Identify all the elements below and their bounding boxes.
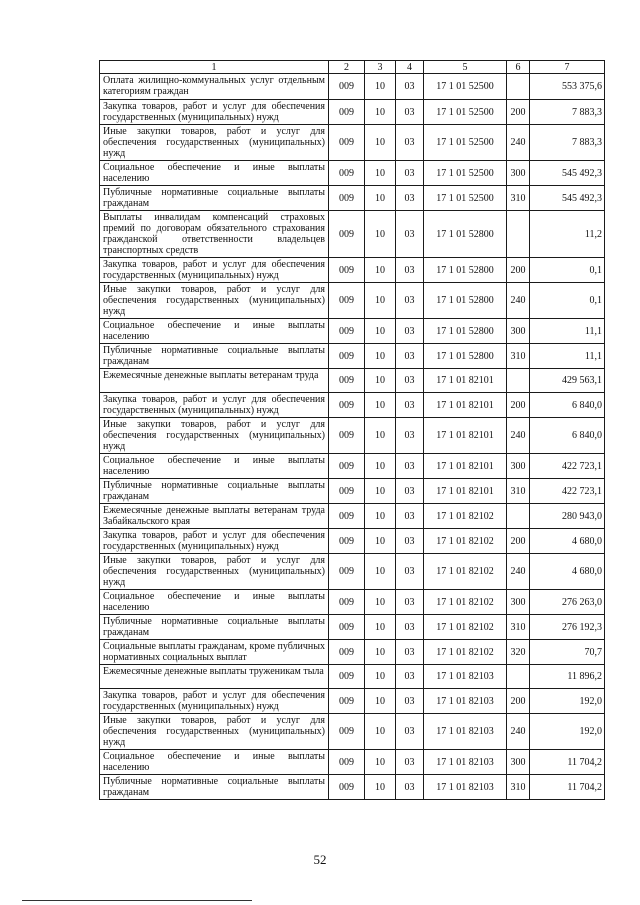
row-amount-cell: 4 680,0 xyxy=(530,529,605,554)
column-header-4: 4 xyxy=(396,61,424,74)
row-name-cell: Ежемесячные денежные выплаты труженикам тыла xyxy=(100,665,329,689)
table-row xyxy=(100,74,605,100)
row-col-6-cell: 300 xyxy=(507,319,530,344)
row-amount-cell: 192,0 xyxy=(530,714,605,750)
row-col-6-cell: 240 xyxy=(507,125,530,161)
row-amount-cell: 11,1 xyxy=(530,319,605,344)
table-row xyxy=(100,418,605,454)
row-col-5-cell: 17 1 01 82101 xyxy=(424,479,507,504)
row-amount-cell: 70,7 xyxy=(530,640,605,665)
row-name-cell: Социальное обеспечение и иные выплаты населению xyxy=(100,319,329,344)
row-amount-cell: 276 263,0 xyxy=(530,590,605,615)
row-col-2-cell: 009 xyxy=(329,186,365,211)
row-col-2-cell: 009 xyxy=(329,125,365,161)
row-name-cell: Социальное обеспечение и иные выплаты населению xyxy=(100,750,329,775)
row-name-cell: Публичные нормативные социальные выплаты гражданам xyxy=(100,344,329,369)
row-name-cell: Закупка товаров, работ и услуг для обеспечения государственных (муниципальных) нужд xyxy=(100,258,329,283)
row-col-2-cell: 009 xyxy=(329,211,365,258)
row-col-3-cell: 10 xyxy=(365,319,396,344)
row-col-3-cell: 10 xyxy=(365,418,396,454)
row-col-4-cell: 03 xyxy=(396,454,424,479)
row-col-6-cell xyxy=(507,504,530,529)
row-amount-cell: 4 680,0 xyxy=(530,554,605,590)
row-col-4-cell: 03 xyxy=(396,775,424,800)
table-row xyxy=(100,479,605,504)
row-col-3-cell: 10 xyxy=(365,615,396,640)
page-number: 52 xyxy=(313,852,327,867)
row-col-2-cell: 009 xyxy=(329,369,365,393)
row-col-3-cell: 10 xyxy=(365,750,396,775)
row-amount-cell: 422 723,1 xyxy=(530,454,605,479)
row-col-3-cell: 10 xyxy=(365,100,396,125)
row-col-2-cell: 009 xyxy=(329,319,365,344)
row-col-4-cell: 03 xyxy=(396,554,424,590)
row-col-5-cell: 17 1 01 52800 xyxy=(424,344,507,369)
row-name-cell: Ежемесячные денежные выплаты ветеранам труда xyxy=(100,369,329,393)
row-col-6-cell: 310 xyxy=(507,615,530,640)
table-row xyxy=(100,590,605,615)
row-col-4-cell: 03 xyxy=(396,258,424,283)
row-col-2-cell: 009 xyxy=(329,74,365,100)
row-col-4-cell: 03 xyxy=(396,750,424,775)
row-col-5-cell: 17 1 01 82102 xyxy=(424,640,507,665)
table-row xyxy=(100,775,605,800)
row-col-3-cell: 10 xyxy=(365,186,396,211)
table-row xyxy=(100,186,605,211)
row-col-2-cell: 009 xyxy=(329,258,365,283)
row-col-5-cell: 17 1 01 82102 xyxy=(424,590,507,615)
row-col-3-cell: 10 xyxy=(365,125,396,161)
row-col-2-cell: 009 xyxy=(329,554,365,590)
row-col-3-cell: 10 xyxy=(365,161,396,186)
row-col-2-cell: 009 xyxy=(329,393,365,418)
row-col-2-cell: 009 xyxy=(329,283,365,319)
row-col-5-cell: 17 1 01 82103 xyxy=(424,775,507,800)
row-col-3-cell: 10 xyxy=(365,283,396,319)
row-col-2-cell: 009 xyxy=(329,161,365,186)
row-amount-cell: 429 563,1 xyxy=(530,369,605,393)
row-name-cell: Публичные нормативные социальные выплаты гражданам xyxy=(100,479,329,504)
row-col-3-cell: 10 xyxy=(365,454,396,479)
row-col-2-cell: 009 xyxy=(329,344,365,369)
row-col-6-cell: 200 xyxy=(507,393,530,418)
row-col-2-cell: 009 xyxy=(329,714,365,750)
row-name-cell: Иные закупки товаров, работ и услуг для обеспечения государственных (муниципальных) нужд xyxy=(100,283,329,319)
table-row xyxy=(100,750,605,775)
row-col-5-cell: 17 1 01 52800 xyxy=(424,258,507,283)
row-col-4-cell: 03 xyxy=(396,100,424,125)
row-col-6-cell xyxy=(507,211,530,258)
row-col-6-cell: 200 xyxy=(507,689,530,714)
row-col-6-cell: 200 xyxy=(507,258,530,283)
row-col-2-cell: 009 xyxy=(329,615,365,640)
row-col-6-cell: 240 xyxy=(507,418,530,454)
table-body xyxy=(100,74,605,800)
row-col-4-cell: 03 xyxy=(396,640,424,665)
header-row xyxy=(100,61,605,74)
row-name-cell: Социальное обеспечение и иные выплаты населению xyxy=(100,590,329,615)
row-name-cell: Иные закупки товаров, работ и услуг для обеспечения государственных (муниципальных) нужд xyxy=(100,554,329,590)
table-row xyxy=(100,554,605,590)
table-row xyxy=(100,454,605,479)
row-name-cell: Иные закупки товаров, работ и услуг для обеспечения государственных (муниципальных) нужд xyxy=(100,125,329,161)
row-name-cell: Публичные нормативные социальные выплаты гражданам xyxy=(100,615,329,640)
row-col-4-cell: 03 xyxy=(396,615,424,640)
row-col-4-cell: 03 xyxy=(396,665,424,689)
table-row xyxy=(100,529,605,554)
row-col-3-cell: 10 xyxy=(365,554,396,590)
row-col-6-cell: 300 xyxy=(507,161,530,186)
row-amount-cell: 11,2 xyxy=(530,211,605,258)
row-amount-cell: 6 840,0 xyxy=(530,418,605,454)
table-row xyxy=(100,689,605,714)
row-col-5-cell: 17 1 01 82103 xyxy=(424,665,507,689)
row-name-cell: Ежемесячные денежные выплаты ветеранам труда Забайкальского края xyxy=(100,504,329,529)
row-col-4-cell: 03 xyxy=(396,714,424,750)
row-col-4-cell: 03 xyxy=(396,125,424,161)
row-col-3-cell: 10 xyxy=(365,369,396,393)
table-row xyxy=(100,640,605,665)
row-col-5-cell: 17 1 01 82101 xyxy=(424,393,507,418)
row-amount-cell: 7 883,3 xyxy=(530,125,605,161)
row-col-3-cell: 10 xyxy=(365,74,396,100)
row-col-2-cell: 009 xyxy=(329,689,365,714)
table-row xyxy=(100,125,605,161)
row-col-2-cell: 009 xyxy=(329,504,365,529)
row-col-2-cell: 009 xyxy=(329,479,365,504)
table-row xyxy=(100,393,605,418)
row-name-cell: Социальные выплаты гражданам, кроме публичных нормативных социальных выплат xyxy=(100,640,329,665)
row-amount-cell: 11 704,2 xyxy=(530,775,605,800)
row-col-5-cell: 17 1 01 82101 xyxy=(424,369,507,393)
row-amount-cell: 545 492,3 xyxy=(530,161,605,186)
row-name-cell: Публичные нормативные социальные выплаты гражданам xyxy=(100,775,329,800)
budget-table xyxy=(99,60,605,800)
row-col-6-cell: 310 xyxy=(507,344,530,369)
row-col-5-cell: 17 1 01 82102 xyxy=(424,615,507,640)
row-col-5-cell: 17 1 01 52500 xyxy=(424,74,507,100)
row-col-5-cell: 17 1 01 82102 xyxy=(424,554,507,590)
row-col-6-cell: 240 xyxy=(507,283,530,319)
row-col-4-cell: 03 xyxy=(396,369,424,393)
column-header-6: 6 xyxy=(507,61,530,74)
row-name-cell: Публичные нормативные социальные выплаты гражданам xyxy=(100,186,329,211)
row-name-cell: Закупка товаров, работ и услуг для обеспечения государственных (муниципальных) нужд xyxy=(100,393,329,418)
row-col-6-cell: 200 xyxy=(507,529,530,554)
row-col-5-cell: 17 1 01 82103 xyxy=(424,689,507,714)
column-header-7: 7 xyxy=(530,61,605,74)
row-col-6-cell: 200 xyxy=(507,100,530,125)
table-row xyxy=(100,211,605,258)
row-col-6-cell: 240 xyxy=(507,714,530,750)
table-row xyxy=(100,504,605,529)
row-col-4-cell: 03 xyxy=(396,161,424,186)
row-col-4-cell: 03 xyxy=(396,283,424,319)
row-col-5-cell: 17 1 01 82101 xyxy=(424,454,507,479)
row-col-4-cell: 03 xyxy=(396,529,424,554)
row-col-4-cell: 03 xyxy=(396,74,424,100)
row-name-cell: Закупка товаров, работ и услуг для обеспечения государственных (муниципальных) нужд xyxy=(100,689,329,714)
table-row xyxy=(100,319,605,344)
row-col-6-cell: 310 xyxy=(507,186,530,211)
row-col-5-cell: 17 1 01 52500 xyxy=(424,100,507,125)
row-col-6-cell xyxy=(507,369,530,393)
table-row xyxy=(100,258,605,283)
row-col-3-cell: 10 xyxy=(365,714,396,750)
row-col-2-cell: 009 xyxy=(329,640,365,665)
row-amount-cell: 7 883,3 xyxy=(530,100,605,125)
row-col-6-cell: 300 xyxy=(507,590,530,615)
row-name-cell: Закупка товаров, работ и услуг для обеспечения государственных (муниципальных) нужд xyxy=(100,529,329,554)
row-name-cell: Выплаты инвалидам компенсаций страховых премий по договорам обязательного страхования гражданской ответственности владельцев транспортных средств xyxy=(100,211,329,258)
row-col-3-cell: 10 xyxy=(365,211,396,258)
row-amount-cell: 192,0 xyxy=(530,689,605,714)
row-col-5-cell: 17 1 01 52800 xyxy=(424,211,507,258)
row-col-6-cell: 300 xyxy=(507,454,530,479)
row-name-cell: Оплата жилищно-коммунальных услуг отдельным категориям граждан xyxy=(100,74,329,100)
row-col-4-cell: 03 xyxy=(396,689,424,714)
row-col-2-cell: 009 xyxy=(329,529,365,554)
row-col-3-cell: 10 xyxy=(365,665,396,689)
row-col-3-cell: 10 xyxy=(365,504,396,529)
row-name-cell: Социальное обеспечение и иные выплаты населению xyxy=(100,161,329,186)
row-name-cell: Иные закупки товаров, работ и услуг для обеспечения государственных (муниципальных) нужд xyxy=(100,714,329,750)
row-col-5-cell: 17 1 01 52500 xyxy=(424,161,507,186)
row-col-2-cell: 009 xyxy=(329,454,365,479)
row-col-5-cell: 17 1 01 52800 xyxy=(424,319,507,344)
row-amount-cell: 11 704,2 xyxy=(530,750,605,775)
row-col-3-cell: 10 xyxy=(365,344,396,369)
row-amount-cell: 545 492,3 xyxy=(530,186,605,211)
row-col-4-cell: 03 xyxy=(396,418,424,454)
row-amount-cell: 0,1 xyxy=(530,283,605,319)
row-col-4-cell: 03 xyxy=(396,319,424,344)
row-col-4-cell: 03 xyxy=(396,393,424,418)
row-amount-cell: 276 192,3 xyxy=(530,615,605,640)
row-col-2-cell: 009 xyxy=(329,750,365,775)
row-amount-cell: 553 375,6 xyxy=(530,74,605,100)
table-row xyxy=(100,369,605,393)
row-col-2-cell: 009 xyxy=(329,100,365,125)
row-col-4-cell: 03 xyxy=(396,479,424,504)
row-col-4-cell: 03 xyxy=(396,211,424,258)
row-col-5-cell: 17 1 01 52500 xyxy=(424,125,507,161)
table-row xyxy=(100,665,605,689)
row-col-3-cell: 10 xyxy=(365,479,396,504)
table-row xyxy=(100,714,605,750)
row-col-6-cell: 240 xyxy=(507,554,530,590)
row-col-4-cell: 03 xyxy=(396,344,424,369)
row-col-2-cell: 009 xyxy=(329,665,365,689)
row-col-6-cell: 320 xyxy=(507,640,530,665)
table-row xyxy=(100,615,605,640)
row-name-cell: Социальное обеспечение и иные выплаты населению xyxy=(100,454,329,479)
row-col-3-cell: 10 xyxy=(365,393,396,418)
row-col-5-cell: 17 1 01 82103 xyxy=(424,750,507,775)
row-name-cell: Закупка товаров, работ и услуг для обеспечения государственных (муниципальных) нужд xyxy=(100,100,329,125)
row-col-6-cell xyxy=(507,74,530,100)
row-col-6-cell: 310 xyxy=(507,775,530,800)
row-col-5-cell: 17 1 01 52800 xyxy=(424,283,507,319)
row-col-6-cell xyxy=(507,665,530,689)
row-col-3-cell: 10 xyxy=(365,590,396,615)
row-col-3-cell: 10 xyxy=(365,529,396,554)
row-col-5-cell: 17 1 01 82102 xyxy=(424,529,507,554)
column-header-1: 1 xyxy=(100,61,329,74)
row-col-5-cell: 17 1 01 82103 xyxy=(424,714,507,750)
row-col-5-cell: 17 1 01 52500 xyxy=(424,186,507,211)
row-col-3-cell: 10 xyxy=(365,258,396,283)
row-amount-cell: 0,1 xyxy=(530,258,605,283)
row-amount-cell: 422 723,1 xyxy=(530,479,605,504)
row-col-3-cell: 10 xyxy=(365,775,396,800)
table-row xyxy=(100,161,605,186)
row-col-6-cell: 310 xyxy=(507,479,530,504)
table-row xyxy=(100,344,605,369)
row-amount-cell: 11,1 xyxy=(530,344,605,369)
table-row xyxy=(100,283,605,319)
row-col-5-cell: 17 1 01 82102 xyxy=(424,504,507,529)
row-col-4-cell: 03 xyxy=(396,186,424,211)
row-col-2-cell: 009 xyxy=(329,590,365,615)
column-header-2: 2 xyxy=(329,61,365,74)
row-col-5-cell: 17 1 01 82101 xyxy=(424,418,507,454)
row-amount-cell: 280 943,0 xyxy=(530,504,605,529)
column-header-3: 3 xyxy=(365,61,396,74)
row-col-4-cell: 03 xyxy=(396,590,424,615)
column-header-5: 5 xyxy=(424,61,507,74)
row-col-2-cell: 009 xyxy=(329,775,365,800)
row-amount-cell: 11 896,2 xyxy=(530,665,605,689)
row-amount-cell: 6 840,0 xyxy=(530,393,605,418)
row-col-3-cell: 10 xyxy=(365,640,396,665)
table-row xyxy=(100,100,605,125)
footer-rule xyxy=(22,900,252,901)
row-col-6-cell: 300 xyxy=(507,750,530,775)
row-col-2-cell: 009 xyxy=(329,418,365,454)
row-col-3-cell: 10 xyxy=(365,689,396,714)
row-name-cell: Иные закупки товаров, работ и услуг для обеспечения государственных (муниципальных) нужд xyxy=(100,418,329,454)
row-col-4-cell: 03 xyxy=(396,504,424,529)
